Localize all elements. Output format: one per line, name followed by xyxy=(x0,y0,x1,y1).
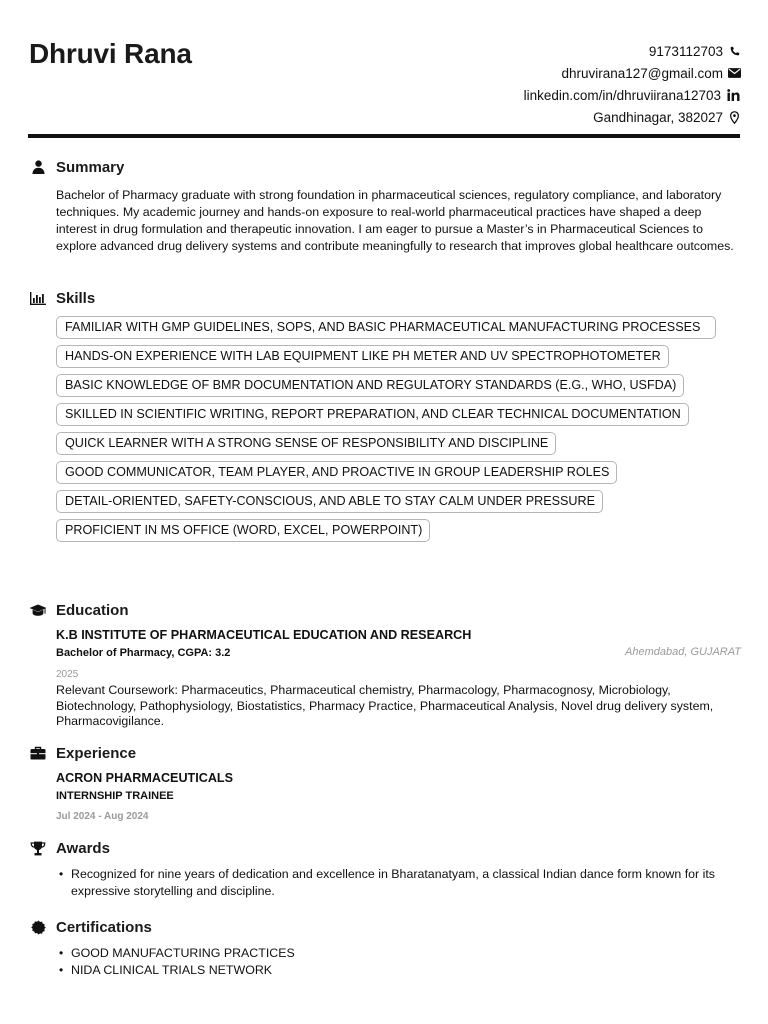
certifications-heading xyxy=(29,917,152,937)
awards-title: Awards xyxy=(56,839,110,857)
contact-location-text: Gandhinagar, 382027 xyxy=(593,109,723,125)
candidate-name: Dhruvi Rana xyxy=(29,38,192,69)
summary-text: Bachelor of Pharmacy graduate with strong foundation in pharmaceutical sciences, regulatory compliance, and laboratory techniques. My academic journey and hands-on exposure to real-world pharmaceutical practices have shaped a deep interest in drug formulation and therapeutic innovation. I am eager to pursue a Master’s in Pharmaceutical Sciences to explore advanced drug delivery systems and contribute meaningfully to research that improves global healthcare outcomes. xyxy=(56,188,734,253)
bar-chart-icon xyxy=(29,289,47,307)
experience-heading xyxy=(29,743,136,763)
contact-location xyxy=(381,106,741,128)
education-location: Ahemdabad, GUJARAT xyxy=(625,646,741,658)
contact-phone[interactable] xyxy=(381,40,741,62)
list-item: • Recognized for nine years of dedication and excellence in Bharatanatyam, a classical Indian dance form known for its expressive storytelling and discipline. xyxy=(56,866,740,899)
map-marker-icon xyxy=(727,110,741,124)
linkedin-icon xyxy=(725,88,741,102)
briefcase-icon xyxy=(29,744,47,762)
certificate-icon xyxy=(29,918,47,936)
education-heading xyxy=(29,600,129,620)
contact-linkedin-text: linkedin.com/in/dhruviirana12703 xyxy=(523,87,721,103)
header-divider xyxy=(28,134,740,138)
list-item: • NIDA CLINICAL TRIALS NETWORK xyxy=(56,962,740,979)
awards-list xyxy=(56,866,740,899)
education-title: Education xyxy=(56,601,129,619)
skill-tag: PROFICIENT IN MS OFFICE (WORD, EXCEL, POWERPOINT) xyxy=(56,519,430,542)
skill-tag: GOOD COMMUNICATOR, TEAM PLAYER, AND PROACTIVE IN GROUP LEADERSHIP ROLES xyxy=(56,461,617,484)
skill-tag: DETAIL-ORIENTED, SAFETY-CONSCIOUS, AND ABLE TO STAY CALM UNDER PRESSURE xyxy=(56,490,603,513)
skill-tag: BASIC KNOWLEDGE OF BMR DOCUMENTATION AND REGULATORY STANDARDS (E.G., WHO, USFDA) xyxy=(56,374,684,397)
trophy-icon xyxy=(29,839,47,857)
experience-dates: Jul 2024 - Aug 2024 xyxy=(56,811,149,822)
envelope-icon xyxy=(727,66,741,80)
certifications-list xyxy=(56,945,740,978)
experience-role: INTERNSHIP TRAINEE xyxy=(56,790,174,802)
skill-tag: SKILLED IN SCIENTIFIC WRITING, REPORT PREPARATION, AND CLEAR TECHNICAL DOCUMENTATION xyxy=(56,403,689,426)
phone-icon xyxy=(727,44,741,58)
graduation-cap-icon xyxy=(29,601,47,619)
skills-list xyxy=(56,316,736,548)
education-degree: Bachelor of Pharmacy, CGPA: 3.2 xyxy=(56,647,231,659)
contact-block xyxy=(381,40,741,128)
skills-heading xyxy=(29,288,95,308)
certifications-title: Certifications xyxy=(56,918,152,936)
contact-linkedin[interactable] xyxy=(381,84,741,106)
summary-heading xyxy=(29,157,124,177)
awards-heading xyxy=(29,838,110,858)
education-institution: K.B INSTITUTE OF PHARMACEUTICAL EDUCATION AND RESEARCH xyxy=(56,628,472,642)
user-icon xyxy=(29,158,47,176)
contact-email[interactable] xyxy=(381,62,741,84)
skill-tag: QUICK LEARNER WITH A STRONG SENSE OF RESPONSIBILITY AND DISCIPLINE xyxy=(56,432,556,455)
contact-phone-text: 9173112703 xyxy=(648,43,723,59)
contact-email-text: dhruvirana127@gmail.com xyxy=(561,65,723,81)
skill-tag: FAMILIAR WITH GMP GUIDELINES, SOPS, AND BASIC PHARMACEUTICAL MANUFACTURING PROCESSES xyxy=(56,316,716,339)
experience-title: Experience xyxy=(56,744,137,762)
education-year: 2025 xyxy=(56,669,79,680)
experience-company: ACRON PHARMACEUTICALS xyxy=(56,771,234,785)
summary-title: Summary xyxy=(56,158,125,176)
list-item: • GOOD MANUFACTURING PRACTICES xyxy=(56,945,740,962)
skill-tag: HANDS-ON EXPERIENCE WITH LAB EQUIPMENT LIKE PH METER AND UV SPECTROPHOTOMETER xyxy=(56,345,669,368)
education-coursework: Relevant Coursework: Pharmaceutics, Pharmaceutical chemistry, Pharmacology, Pharmacognosy, Microbiology, Biotechnology, Pathophysiology, Biostatistics, Pharmacy Practice, Pharmaceutical Analysis, Novel drug delivery system, Pharmacovigilance. xyxy=(56,683,714,728)
skills-title: Skills xyxy=(56,289,96,307)
